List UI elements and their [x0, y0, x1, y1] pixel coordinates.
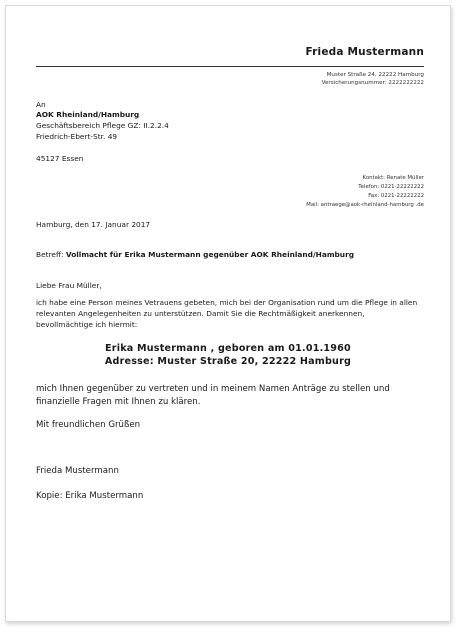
recipient-department: Geschäftsbereich Pflege GZ: II.2.2.4: [36, 121, 169, 130]
sender-name: Frieda Mustermann: [305, 46, 424, 58]
subject-line: [36, 250, 354, 259]
proxy-name-line: Erika Mustermann , geboren am 01.01.1960: [105, 343, 351, 354]
contact-person: Kontakt: Renate Müller: [362, 175, 424, 181]
paragraph1-line2: relevanten Angelegenheiten zu unterstützen. Damit Sie die Rechtmäßigkeit anerkennen,: [36, 309, 365, 318]
recipient-prefix: An: [36, 100, 46, 109]
paragraph1-line3: bevollmächtige ich hiermit:: [36, 320, 138, 329]
paragraph1-line1: ich habe eine Person meines Vetrauens gebeten, mich bei der Organisation rund um die Pflege in allen: [36, 298, 418, 307]
subject-text: Vollmacht für Erika Mustermann gegenüber AOK Rheinland/Hamburg: [65, 250, 355, 259]
copy-recipient: Kopie: Erika Mustermann: [36, 491, 144, 501]
letter-page: [5, 5, 451, 622]
contact-mail: Mail: antraege@aok-rheinland-hamburg .de: [306, 202, 424, 208]
signer-name: Frieda Mustermann: [36, 466, 119, 476]
letter-date: Hamburg, den 17. Januar 2017: [36, 220, 151, 229]
sender-address: Muster Straße 24, 22222 Hamburg: [326, 72, 424, 78]
proxy-address-line: Adresse: Muster Straße 20, 22222 Hamburg: [104, 356, 352, 367]
contact-phone: Telefon: 0221-22222222: [358, 184, 424, 190]
closing: Mit freundlichen Grüßen: [36, 420, 141, 430]
paragraph2-line1: mich Ihnen gegenüber zu vertreten und in meinem Namen Anträge zu stellen und: [36, 384, 390, 394]
recipient-city: 45127 Essen: [36, 154, 84, 163]
header-divider: [36, 66, 424, 67]
recipient-street: Friedrich-Ebert-Str. 49: [36, 132, 118, 141]
sender-insurance-number: Versicherungsnummer: 2222222222: [321, 80, 424, 86]
salutation: Liebe Frau Müller,: [36, 281, 102, 290]
contact-fax: Fax: 0221-22222222: [368, 193, 424, 199]
paragraph2-line2: finanzielle Fragen mit Ihnen zu klären.: [36, 397, 201, 407]
recipient-organization: AOK Rheinland/Hamburg: [36, 110, 140, 119]
subject-label: Betreff:: [36, 250, 66, 259]
